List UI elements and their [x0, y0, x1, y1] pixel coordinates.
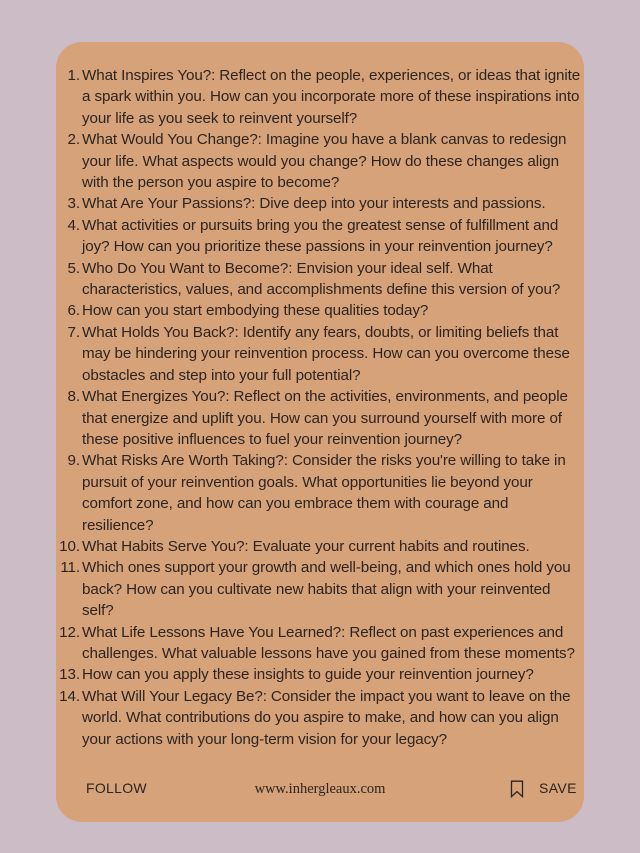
item-number: 11.: [60, 559, 80, 577]
list-item: [67, 386, 582, 450]
website-link[interactable]: www.inhergleaux.com: [254, 781, 386, 797]
list-item: [67, 322, 582, 386]
item-text: What Habits Serve You?: Evaluate your current habits and routines.: [82, 537, 530, 555]
item-text: What Energizes You?: Reflect on the activities, environments, and people that energize and uplift you. How can you surround yourself with more of these positive influences to fuel your reinvention journey?: [82, 388, 568, 448]
item-text: What Will Your Legacy Be?: Consider the impact you want to leave on the world. What contributions do you aspire to make, and how can you align your actions with your long-term vision for your legacy?: [82, 687, 571, 748]
item-text: What Are Your Passions?: Dive deep into your interests and passions.: [82, 195, 546, 213]
item-text: How can you apply these insights to guide your reinvention journey?: [82, 666, 534, 684]
item-number: 14.: [59, 687, 80, 705]
item-number: 1.: [67, 67, 80, 84]
item-number: 6.: [67, 302, 80, 320]
item-number: 7.: [67, 323, 80, 341]
save-button[interactable]: SAVE: [539, 780, 577, 796]
item-number: 2.: [67, 131, 80, 149]
list-item: [59, 686, 582, 750]
list-item: [67, 450, 582, 536]
item-number: 8.: [67, 388, 80, 406]
content-card: [56, 42, 584, 822]
item-number: 5.: [67, 259, 80, 277]
list-item: [67, 193, 582, 214]
card-footer: [56, 779, 584, 801]
item-number: 12.: [59, 623, 80, 641]
list-item: [59, 622, 582, 665]
list-item: [60, 557, 582, 621]
item-text: What Life Lessons Have You Learned?: Reflect on past experiences and challenges. What valuable lessons have you gained from these moments?: [82, 623, 575, 662]
item-text: What activities or pursuits bring you the greatest sense of fulfillment and joy? How can you prioritize these passions in your reinvention journey?: [82, 216, 559, 256]
item-number: 9.: [67, 452, 80, 470]
list-item: [59, 664, 582, 685]
bookmark-icon[interactable]: [510, 780, 524, 798]
list-item: [67, 258, 582, 301]
item-number: 3.: [67, 195, 80, 213]
reflection-question-list: [59, 65, 582, 750]
list-item: [67, 300, 582, 321]
item-text: Which ones support your growth and well-being, and which ones hold you back? How can you cultivate new habits that align with your reinvented self?: [82, 559, 571, 620]
item-text: What Risks Are Worth Taking?: Consider the risks you're willing to take in pursuit of your reinvention goals. What opportunities lie beyond your comfort zone, and how can you embrace them with courage and resilience?: [82, 452, 566, 534]
follow-button[interactable]: FOLLOW: [86, 780, 147, 796]
item-text: What Would You Change?: Imagine you have a blank canvas to redesign your life. What aspects would you change? How do these changes align with the person you aspire to become?: [82, 131, 567, 192]
list-item: [67, 129, 582, 193]
list-item: [67, 215, 582, 258]
item-number: 4.: [67, 216, 80, 234]
item-number: 10.: [59, 537, 80, 555]
item-number: 13.: [59, 666, 80, 684]
list-item: [67, 65, 582, 129]
item-text: What Holds You Back?: Identify any fears, doubts, or limiting beliefs that may be hindering your reinvention process. How can you overcome these obstacles and step into your full potential?: [82, 323, 570, 384]
list-item: [59, 536, 582, 557]
item-text: Who Do You Want to Become?: Envision your ideal self. What characteristics, values, and accomplishments define this version of you?: [82, 259, 561, 299]
item-text: How can you start embodying these qualities today?: [82, 302, 429, 320]
item-text: What Inspires You?: Reflect on the people, experiences, or ideas that ignite a spark within you. How can you incorporate more of these inspirations into your life as you seek to reinvent yourself?: [82, 67, 581, 127]
